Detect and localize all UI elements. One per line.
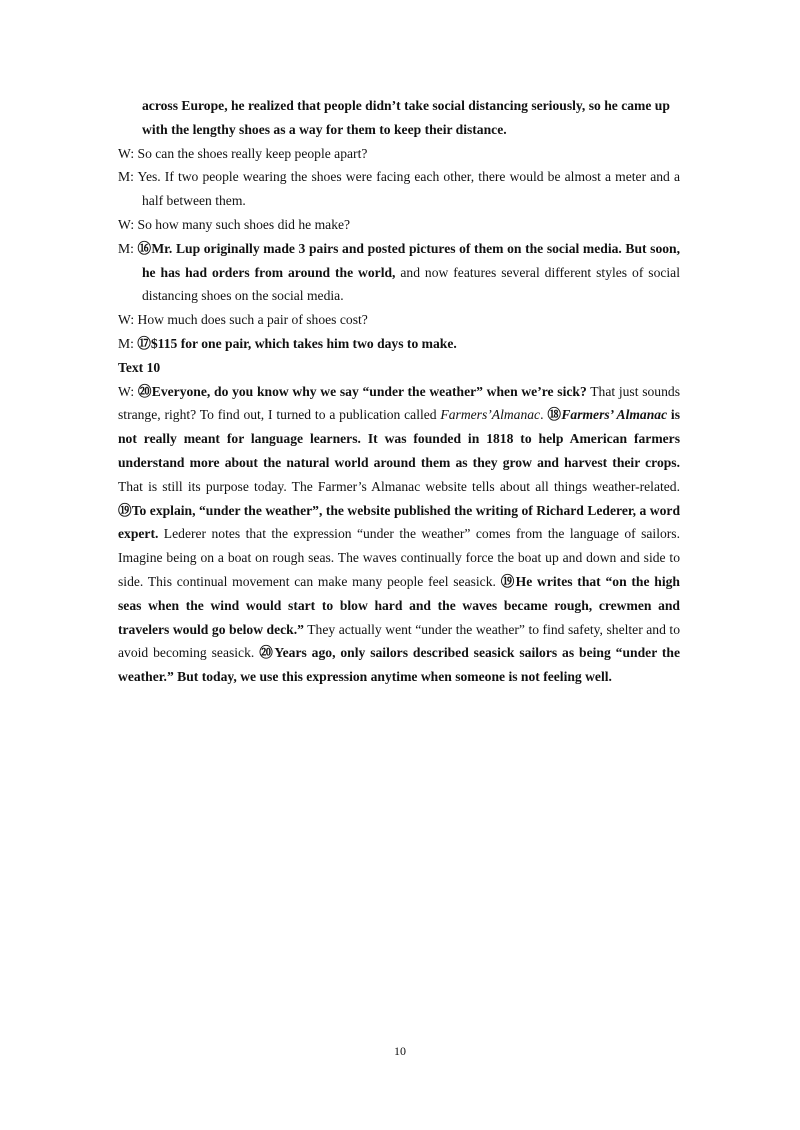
dialog-line: [118, 165, 680, 213]
speaker-label: M:: [118, 169, 134, 185]
dialog-text: and now features several different styles of social distancing shoes on the social media.: [142, 264, 680, 304]
speaker-label: W:: [118, 216, 135, 232]
question-marker: ⑳: [259, 645, 275, 661]
page-number: 10: [394, 1044, 406, 1058]
section-heading: Text 10: [118, 359, 161, 375]
question-marker: ⑳: [137, 383, 152, 399]
speaker-label: M:: [118, 335, 134, 351]
key-answer-text: $115 for one pair, which takes him two days to make.: [150, 335, 457, 351]
publication-title: Farmers’Almanac: [440, 407, 541, 423]
dialog-text: So can the shoes really keep people apart?: [137, 145, 368, 161]
question-marker: ⑲: [500, 573, 516, 589]
transcript-body: [118, 94, 680, 689]
question-marker: ⑲: [118, 502, 132, 518]
key-answer-text: Years ago, only sailors described seasick sailors as being “under the weather.” But today, we use this expression anytime when someone is not feeling well.: [118, 645, 681, 685]
key-answer-text: Everyone, do you know why we say “under the weather” when we’re sick?: [151, 383, 587, 399]
key-answer-text: To explain, “under the weather”, the website published the writing of Richard Lederer, a word expert.: [118, 502, 680, 542]
paragraph-text: That just sounds strange, right? To find out, I turned to a publication called: [118, 383, 680, 423]
key-answer-text: He writes that “on the high seas when the wind would start to blow hard and the waves became rough, crewmen and travelers would go below deck.”: [118, 573, 680, 637]
dialog-line: [118, 142, 680, 166]
key-answer-text: is not really meant for language learners. It was founded in 1818 to help American farmers understand more about the natural world around them as they grow and harvest their crops.: [118, 407, 680, 470]
speaker-label: W:: [118, 312, 135, 328]
paragraph-text: Lederer notes that the expression “under the weather” comes from the language of sailors. Imagine being on a boat on rough seas. The waves continually force the boat up and down and side to side. This continual movement can make many people feel seasick.: [118, 526, 680, 589]
dialog-line: [118, 332, 680, 356]
question-marker: ⑯: [137, 240, 152, 256]
intro-continuation: across Europe, he realized that people didn’t take social distancing seriously, so he came up with the lengthy shoes as a way for them to keep their distance.: [142, 98, 670, 137]
dialog-text: Yes. If two people wearing the shoes were facing each other, there would be almost a meter and a half between them.: [137, 169, 680, 209]
speaker-label: W:: [118, 145, 135, 161]
paragraph-text: .: [540, 407, 548, 423]
publication-title-bold: Farmers’ Almanac: [561, 407, 668, 423]
dialog-line: [118, 308, 680, 332]
dialog-text: So how many such shoes did he make?: [137, 216, 351, 232]
dialog-text: How much does such a pair of shoes cost?: [137, 312, 368, 328]
key-answer-text: Mr. Lup originally made 3 pairs and posted pictures of them on the social media. But soon, he has had orders from around the world,: [142, 240, 681, 280]
dialog-line: [118, 213, 680, 237]
dialog-line: [118, 237, 680, 308]
question-marker: ⑱: [547, 407, 562, 423]
monologue-paragraph: [118, 380, 680, 689]
speaker-label: M:: [118, 240, 134, 256]
speaker-label: W:: [118, 383, 135, 399]
paragraph-text: They actually went “under the weather” to find safety, shelter and to avoid becoming seasick.: [118, 621, 680, 661]
question-marker: ⑰: [137, 335, 151, 351]
paragraph-text: That is still its purpose today. The Farmer’s Almanac website tells about all things weather-related.: [118, 478, 680, 494]
